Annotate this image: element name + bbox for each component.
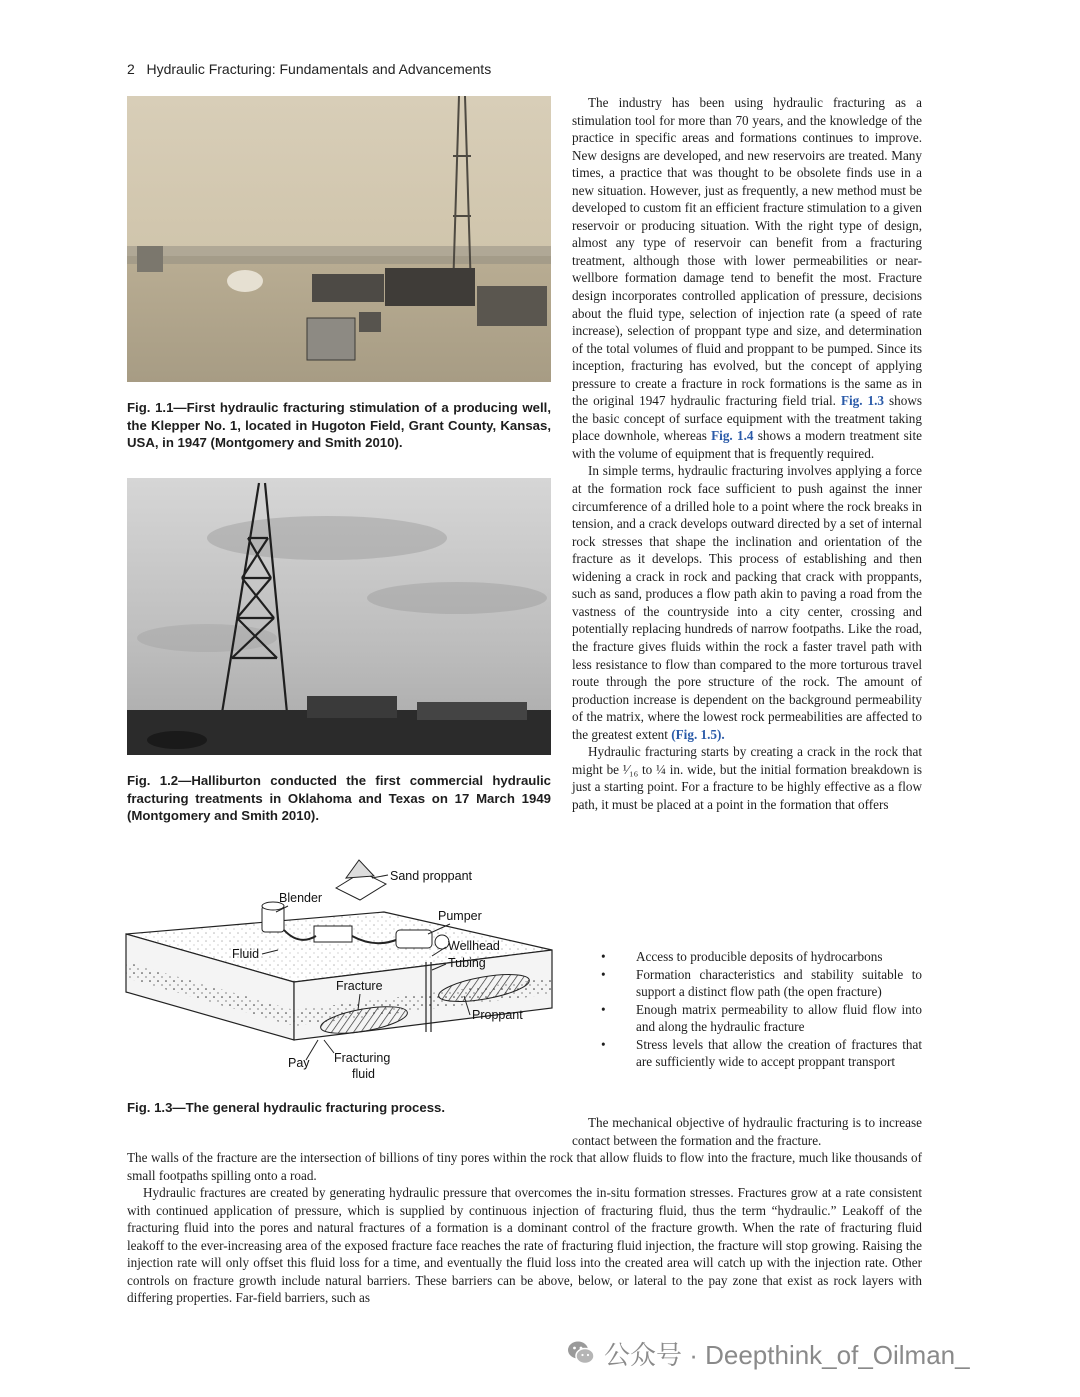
label-fracture: Fracture <box>336 979 383 993</box>
figure-1-1-caption: Fig. 1.1—First hydraulic fracturing stimulation of a producing well, the Klepper No. 1, located in Hugoton Field, Grant County, Kansas, USA, in 1947 (Montgomery and Smith 2010). <box>127 400 551 450</box>
paragraph-1: The industry has been using hydraulic fracturing as a stimulation tool for more than 70 years, and the knowledge of the practice in specific areas and formations continues to improve. New designs are developed, and new reservoirs are treated. Many times, a practice that was thought to be obsolete finds use in a new situation. However, just as frequently, a new method must be developed to custom fit an efficient fracture stimulation to a given reservoir or producing situation. With the right type of design, almost any type of reservoir can benefit from a fracturing treatment, although those with lower permeabilities or near-wellbore formation damage tend to benefit the most. Fracture design incorporates controlled application of pressure, decisions about the fluid type, selection of injection rate (a speed of rate increase), selection of proppant type and size, and determination of the total volumes of fluid and proppant to be pumped. Since its inception, fracturing has evolved, but the concept of applying pressure to create a fracture in rock formations is the same as in the original 1947 hydraulic fracturing field trial. Fig. 1.3 shows the basic concept of surface equipment with the treatment taking place downhole, whereas Fig. 1.4 shows a modern treatment site with the volume of equipment that is frequently required. <box>572 95 923 461</box>
list-item: • Stress levels that allow the creation of fractures that are sufficiently wide to accept proppant transport <box>594 1036 922 1071</box>
label-sand-proppant: Sand proppant <box>390 869 473 883</box>
watermark-text: 公众号 · Deepthink_of_Oilman_ <box>604 1339 970 1370</box>
figure-1-1-photo <box>127 96 551 382</box>
paragraph-3: Hydraulic fracturing starts by creating a crack in the rock that might be ¹⁄₁₆ to ¼ in. wide, but the initial formation breakdown is just a starting point. For a fracture to be highly effective as a flow path, it must be placed at a point in the formation that offers <box>572 744 922 812</box>
label-pumper: Pumper <box>438 909 482 923</box>
wechat-icon <box>566 1338 596 1368</box>
figure-1-3-caption: Fig. 1.3—The general hydraulic fracturing process. <box>127 1100 446 1115</box>
label-tubing: Tubing <box>448 956 486 970</box>
label-fluid-2: fluid <box>352 1067 375 1081</box>
figure-1-2-caption: Fig. 1.2—Halliburton conducted the first commercial hydraulic fracturing treatments in Oklahoma and Texas on 17 March 1949 (Montgomery and Smith 2010). <box>127 773 551 823</box>
label-fluid: Fluid <box>232 947 260 961</box>
figure-1-3-diagram <box>124 850 554 1090</box>
paragraph-4-continued: The walls of the fracture are the intersection of billions of tiny pores within the rock that allow fluids to flow into the fracture, much like thousands of small footpaths spilling onto a road. <box>127 1150 922 1183</box>
criteria-list <box>594 948 922 1071</box>
label-fracturing: Fracturing <box>334 1051 391 1065</box>
fig-1-4-link[interactable]: Fig. 1.4 <box>711 428 754 444</box>
paragraph-4: The mechanical objective of hydraulic fracturing is to increase contact between the formation and the fracture. <box>572 1115 922 1148</box>
label-blender: Blender <box>279 891 323 905</box>
figure-1-2-photo <box>127 478 551 755</box>
list-item: • Enough matrix permeability to allow fluid flow into and along the hydraulic fracture <box>594 1001 922 1036</box>
list-item: • Formation characteristics and stability suitable to support a distinct flow path (the open fracture) <box>594 966 922 1001</box>
label-pay: Pay <box>288 1056 310 1070</box>
paragraph-5: Hydraulic fractures are created by generating hydraulic pressure that overcomes the in-situ formation stresses. Fractures grow at a rate consistent with continued application of pressure, which is supplied by continuous injection of fracturing fluid, thus the term “hydraulic.” Leakoff of the fracturing fluid into the pores and natural fractures of a formation is a dominant control of the fracture growth. When the rate of fracturing fluid leakoff to the ever-increasing area of the exposed fracture face reaches the rate of fracturing fluid injection, the fracture will stop growing. Raising the injection rate will only offset this fluid loss for a time, and eventually the fluid loss into the created area will catch up with the injection rate. Other controls on fracture growth include natural barriers. These barriers can be above, below, or lateral to the pay zone that exist as rock layers with differing properties. Far-field barriers, such as <box>127 1185 922 1306</box>
watermark <box>566 1336 970 1370</box>
bottom-full-width-text <box>127 1149 922 1307</box>
paragraph-2: In simple terms, hydraulic fracturing involves applying a force at the formation rock face sufficient to push against the inner circumference of a drilled hole to a point where the rock breaks in tension, and a crack develops outward directed by a set of internal rock stresses that shape the inclination and orientation of the fracture as it develops. This process of establishing and then widening a crack in rock and packing that crack with proppants, such as sand, produces a flow path akin to paving a road from the vastness of the countryside into a city center, crossing and potentially replacing hundreds of narrow footpaths. Like the road, the fracture gives fluids within the rock a faster travel path with less resistance to flow than compared to the more torturous travel route through the pore structure of the rock. The amount of production increase is dependent on the background permeability of the matrix, where the lowest rock permeabilities are affected to the greatest extent (Fig. 1.5). <box>572 463 922 742</box>
label-proppant: Proppant <box>472 1008 523 1022</box>
fig-1-5-link[interactable]: (Fig. 1.5). <box>671 726 725 742</box>
fig-1-3-link[interactable]: Fig. 1.3 <box>840 393 885 409</box>
page-number: 2 <box>127 61 135 77</box>
running-title: Hydraulic Fracturing: Fundamentals and Advancements <box>146 61 492 77</box>
page-header <box>127 61 491 77</box>
right-column-text <box>572 94 922 813</box>
label-wellhead: Wellhead <box>448 939 500 953</box>
list-item: • Access to producible deposits of hydrocarbons <box>594 948 922 966</box>
